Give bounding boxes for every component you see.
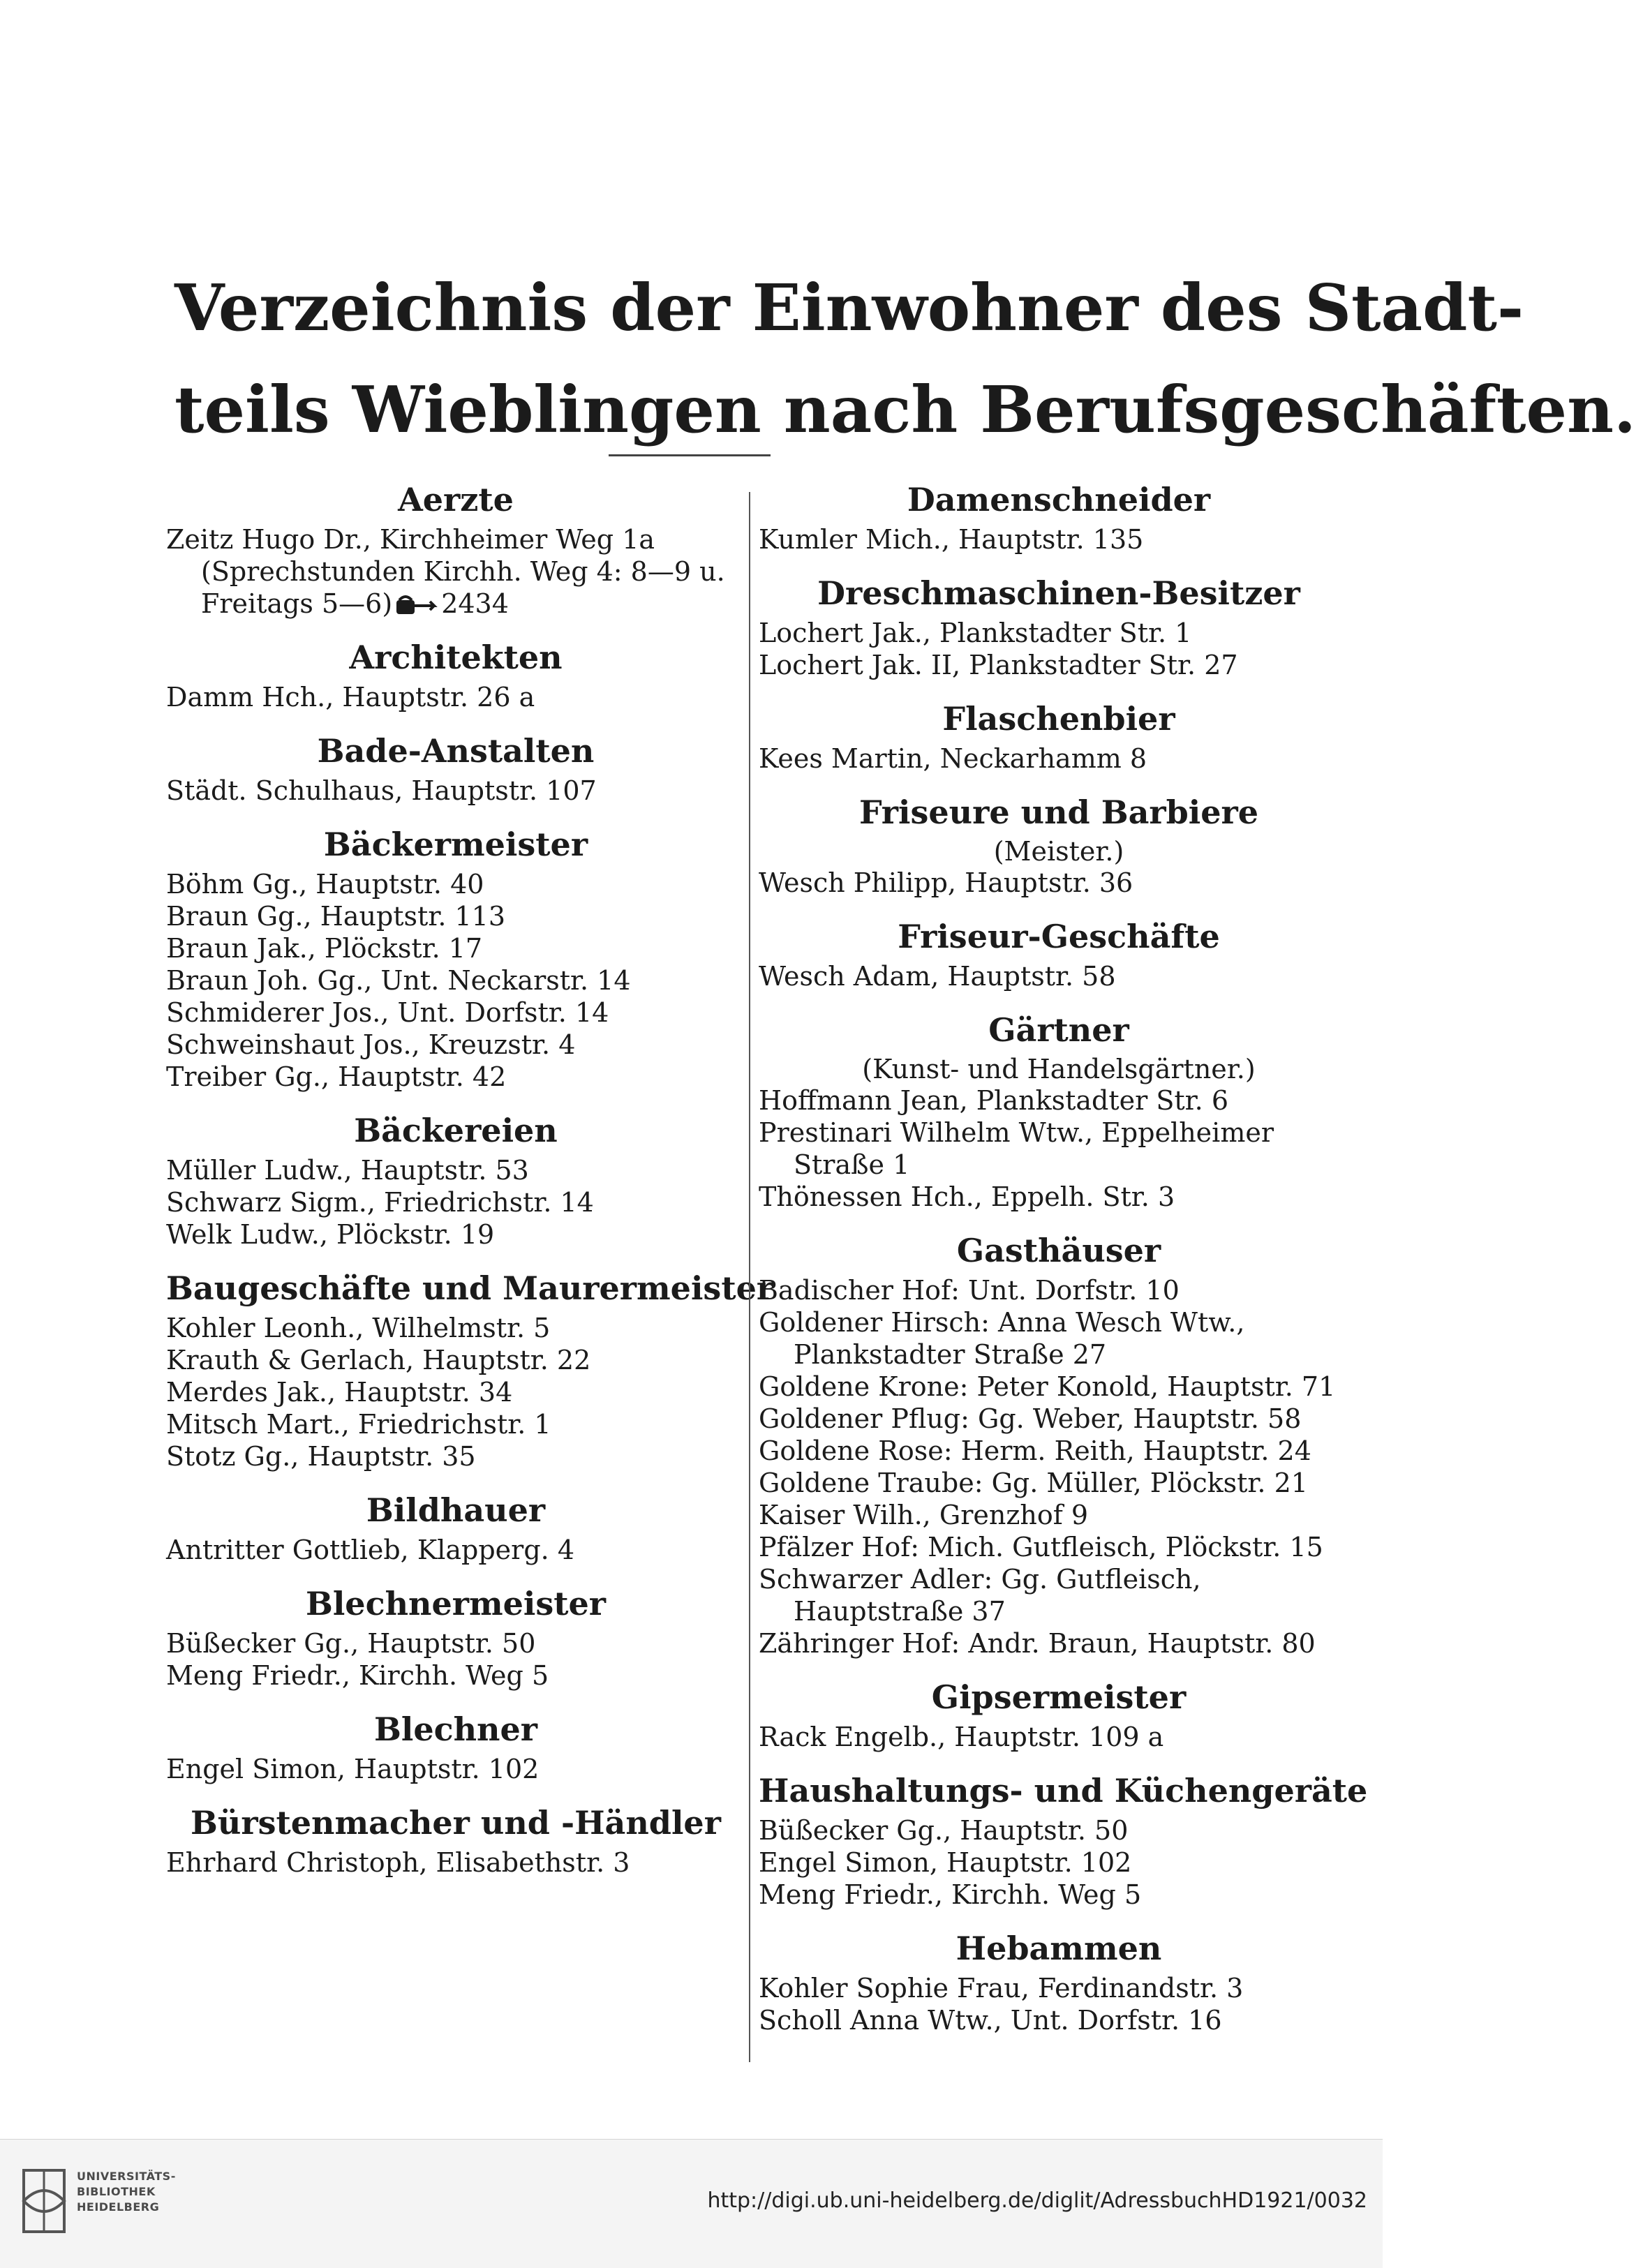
entry-text: Engel Simon, Hauptstr. 102 bbox=[166, 1754, 540, 1784]
entry-text: Braun Gg., Hauptstr. 113 bbox=[166, 901, 506, 932]
directory-entry bbox=[759, 1117, 1359, 1181]
entry-text: Meng Friedr., Kirchh. Weg 5 bbox=[759, 1879, 1142, 1910]
entry-text: Büßecker Gg., Hauptstr. 50 bbox=[166, 1628, 536, 1659]
section-heading: Bäckereien bbox=[354, 1112, 558, 1149]
entry-list bbox=[166, 1534, 745, 1566]
directory-entry bbox=[759, 523, 1359, 555]
entry-text: Antritter Gottlieb, Klapperg. 4 bbox=[166, 1535, 574, 1565]
section-flaschenbier bbox=[759, 701, 1359, 775]
directory-entry bbox=[166, 1218, 745, 1251]
entry-list bbox=[759, 1814, 1359, 1911]
section-heading: Damenschneider bbox=[907, 481, 1211, 518]
directory-entry bbox=[166, 1627, 745, 1659]
entry-text: Kohler Sophie Frau, Ferdinandstr. 3 bbox=[759, 1973, 1244, 2004]
section-gasthaeuser bbox=[759, 1232, 1359, 1659]
column-divider bbox=[749, 492, 750, 2062]
section-architekten bbox=[166, 639, 745, 713]
title-line-1: Verzeichnis der Einwohner des Stadt- bbox=[174, 270, 1524, 345]
directory-entry bbox=[166, 1440, 745, 1472]
section-baeckermeister bbox=[166, 826, 745, 1093]
section-bildhauer bbox=[166, 1492, 745, 1566]
directory-entry bbox=[759, 1181, 1359, 1213]
section-heading: Baugeschäfte und Maurermeister bbox=[166, 1269, 774, 1307]
directory-entry bbox=[759, 2004, 1359, 2036]
entry-text: Scholl Anna Wtw., Unt. Dorfstr. 16 bbox=[759, 2005, 1222, 2036]
directory-entry bbox=[166, 1847, 745, 1879]
entry-text: Welk Ludw., Plöckstr. 19 bbox=[166, 1219, 495, 1250]
entry-text: Zähringer Hof: Andr. Braun, Hauptstr. 80 bbox=[759, 1628, 1316, 1659]
section-gaertner bbox=[759, 1012, 1359, 1213]
directory-entry bbox=[759, 1467, 1359, 1499]
section-heading: Dreschmaschinen-Besitzer bbox=[817, 574, 1300, 612]
entry-text: Damm Hch., Hauptstr. 26 a bbox=[166, 682, 535, 713]
entry-list bbox=[166, 868, 745, 1093]
directory-entry bbox=[759, 1499, 1359, 1531]
entry-text: Goldene Traube: Gg. Müller, Plöckstr. 21 bbox=[759, 1468, 1308, 1498]
entry-text: Schwarzer Adler: Gg. Gutfleisch, Hauptstraße 37 bbox=[759, 1564, 1201, 1627]
section-heading: Gärtner bbox=[988, 1011, 1129, 1049]
entry-text: Büßecker Gg., Hauptstr. 50 bbox=[759, 1815, 1129, 1846]
entry-text: Müller Ludw., Hauptstr. 53 bbox=[166, 1155, 529, 1186]
entry-list bbox=[759, 960, 1359, 992]
entry-list bbox=[759, 1274, 1359, 1659]
entry-list bbox=[166, 775, 745, 807]
library-name-line: HEIDELBERG bbox=[77, 2200, 160, 2214]
entry-text: Braun Joh. Gg., Unt. Neckarstr. 14 bbox=[166, 965, 631, 996]
directory-entry bbox=[759, 1084, 1359, 1117]
section-heading: Friseur-Geschäfte bbox=[898, 918, 1220, 955]
directory-entry bbox=[759, 1627, 1359, 1659]
entry-list bbox=[166, 523, 745, 620]
entry-list bbox=[759, 867, 1359, 899]
title-divider bbox=[609, 454, 771, 456]
right-column bbox=[759, 481, 1368, 2036]
section-heading: Aerzte bbox=[398, 481, 514, 518]
entry-text: Hoffmann Jean, Plankstadter Str. 6 bbox=[759, 1085, 1228, 1116]
section-subheading: (Kunst- und Handelsgärtner.) bbox=[862, 1054, 1256, 1084]
entry-list bbox=[759, 743, 1359, 775]
entry-text: Kaiser Wilh., Grenzhof 9 bbox=[759, 1500, 1089, 1530]
directory-entry bbox=[166, 1344, 745, 1376]
entry-text: Stotz Gg., Hauptstr. 35 bbox=[166, 1441, 476, 1472]
title-line-2: teils Wieblingen nach Berufsgeschäften. bbox=[174, 372, 1636, 447]
footer-bar bbox=[0, 2139, 1383, 2268]
section-heading: Architekten bbox=[349, 639, 563, 676]
directory-entry bbox=[759, 1721, 1359, 1753]
entry-text: Ehrhard Christoph, Elisabethstr. 3 bbox=[166, 1847, 630, 1878]
section-gipsermeister bbox=[759, 1679, 1359, 1753]
library-logo[interactable] bbox=[17, 2163, 177, 2240]
library-name-line: BIBLIOTHEK bbox=[77, 2185, 156, 2198]
entry-text: Schweinshaut Jos., Kreuzstr. 4 bbox=[166, 1029, 576, 1060]
entry-list bbox=[759, 617, 1359, 681]
directory-entry bbox=[759, 1814, 1359, 1847]
directory-entry bbox=[759, 1563, 1359, 1627]
entry-list bbox=[166, 1154, 745, 1251]
entry-text: Pfälzer Hof: Mich. Gutfleisch, Plöckstr. 15 bbox=[759, 1532, 1323, 1562]
section-heading: Bäckermeister bbox=[323, 826, 588, 863]
entry-text: Rack Engelb., Hauptstr. 109 a bbox=[759, 1722, 1164, 1752]
directory-entry bbox=[166, 775, 745, 807]
section-heading: Gipsermeister bbox=[931, 1678, 1187, 1716]
directory-entry bbox=[759, 1274, 1359, 1306]
directory-entry bbox=[759, 867, 1359, 899]
section-friseur-geschaefte bbox=[759, 918, 1359, 992]
entry-text: Prestinari Wilhelm Wtw., Eppelheimer Straße 1 bbox=[759, 1117, 1274, 1180]
section-damenschneider bbox=[759, 482, 1359, 555]
phone-number: 2434 bbox=[441, 588, 509, 619]
section-baugeschaefte-und-maurermeister bbox=[166, 1269, 774, 1472]
directory-entry bbox=[166, 1154, 745, 1186]
section-heading: Blechner bbox=[373, 1710, 538, 1748]
section-bade-anstalten bbox=[166, 733, 745, 807]
section-friseure-und-barbiere bbox=[759, 794, 1359, 899]
entry-text: Krauth & Gerlach, Hauptstr. 22 bbox=[166, 1345, 591, 1375]
section-aerzte bbox=[166, 482, 745, 620]
entry-text: Mitsch Mart., Friedrichstr. 1 bbox=[166, 1409, 551, 1440]
section-heading: Friseure und Barbiere bbox=[858, 793, 1259, 831]
section-heading: Blechnermeister bbox=[305, 1585, 607, 1622]
entry-list bbox=[166, 1312, 745, 1472]
entry-text: Schmiderer Jos., Unt. Dorfstr. 14 bbox=[166, 997, 609, 1028]
entry-list bbox=[166, 1627, 745, 1692]
entry-text: Kumler Mich., Hauptstr. 135 bbox=[759, 524, 1144, 555]
entry-text: Wesch Philipp, Hauptstr. 36 bbox=[759, 867, 1133, 898]
section-subheading: (Meister.) bbox=[993, 836, 1124, 867]
directory-entry bbox=[759, 1847, 1359, 1879]
directory-entry bbox=[166, 681, 745, 713]
directory-entry bbox=[166, 1061, 745, 1093]
directory-entry bbox=[759, 1306, 1359, 1371]
left-column bbox=[166, 481, 774, 1879]
entry-list bbox=[759, 523, 1359, 555]
entry-text: Kees Martin, Neckarhamm 8 bbox=[759, 743, 1147, 774]
directory-entry bbox=[759, 617, 1359, 649]
entry-text: Thönessen Hch., Eppelh. Str. 3 bbox=[759, 1181, 1175, 1212]
directory-entry bbox=[759, 1435, 1359, 1467]
directory-entry bbox=[759, 1403, 1359, 1435]
page-title bbox=[174, 257, 1636, 461]
directory-entry bbox=[166, 964, 745, 997]
entry-list bbox=[759, 1972, 1359, 2036]
directory-entry bbox=[166, 868, 745, 900]
entry-list bbox=[166, 1847, 745, 1879]
entry-text: Böhm Gg., Hauptstr. 40 bbox=[166, 869, 484, 900]
library-name bbox=[77, 2169, 181, 2215]
library-seal-icon bbox=[17, 2166, 71, 2236]
entry-text: Zeitz Hugo Dr., Kirchheimer Weg 1a (Sprechstunden Kirchh. Weg 4: 8—9 u. Freitags 5—6) bbox=[166, 524, 725, 619]
source-url-link[interactable]: http://digi.ub.uni-heidelberg.de/diglit/AdressbuchHD1921/0032 bbox=[707, 2188, 1367, 2213]
entry-text: Goldene Rose: Herm. Reith, Hauptstr. 24 bbox=[759, 1435, 1311, 1466]
directory-entry bbox=[759, 1371, 1359, 1403]
section-heading: Bildhauer bbox=[366, 1491, 546, 1529]
entry-list bbox=[166, 1753, 745, 1785]
section-hebammen bbox=[759, 1930, 1359, 2036]
entry-list bbox=[166, 681, 745, 713]
section-heading: Hebammen bbox=[955, 1930, 1162, 1967]
telephone-icon bbox=[395, 593, 438, 617]
directory-entry bbox=[166, 1753, 745, 1785]
section-haushaltungs-und-kuechengeraete bbox=[759, 1772, 1368, 1911]
entry-text: Kohler Leonh., Wilhelmstr. 5 bbox=[166, 1313, 551, 1343]
entry-text: Goldener Hirsch: Anna Wesch Wtw., Plankstadter Straße 27 bbox=[759, 1307, 1245, 1370]
entry-text: Goldener Pflug: Gg. Weber, Hauptstr. 58 bbox=[759, 1403, 1302, 1434]
entry-text: Goldene Krone: Peter Konold, Hauptstr. 71 bbox=[759, 1371, 1336, 1402]
directory-entry bbox=[166, 523, 745, 620]
entry-text: Badischer Hof: Unt. Dorfstr. 10 bbox=[759, 1275, 1180, 1306]
entry-list bbox=[759, 1084, 1359, 1213]
directory-entry bbox=[759, 960, 1359, 992]
section-heading: Bürstenmacher und -Händler bbox=[191, 1804, 721, 1842]
section-blechnermeister bbox=[166, 1586, 745, 1692]
section-buerstenmacher-und-haendler bbox=[166, 1805, 745, 1879]
section-dreschmaschinen-besitzer bbox=[759, 575, 1359, 681]
directory-entry bbox=[166, 1186, 745, 1218]
directory-entry bbox=[759, 1879, 1359, 1911]
directory-entry bbox=[166, 1408, 745, 1440]
entry-text: Braun Jak., Plöckstr. 17 bbox=[166, 933, 483, 964]
directory-entry bbox=[759, 1531, 1359, 1563]
library-name-line: UNIVERSITÄTS- bbox=[77, 2170, 176, 2183]
directory-entry bbox=[166, 1659, 745, 1692]
directory-entry bbox=[166, 1376, 745, 1408]
entry-text: Treiber Gg., Hauptstr. 42 bbox=[166, 1061, 507, 1092]
directory-entry bbox=[166, 1312, 745, 1344]
section-heading: Haushaltungs- und Küchengeräte bbox=[759, 1772, 1368, 1810]
entry-text: Lochert Jak. II, Plankstadter Str. 27 bbox=[759, 650, 1238, 680]
section-heading: Flaschenbier bbox=[942, 700, 1175, 738]
section-baeckereien bbox=[166, 1112, 745, 1251]
section-heading: Gasthäuser bbox=[956, 1232, 1161, 1269]
entry-text: Engel Simon, Hauptstr. 102 bbox=[759, 1847, 1132, 1878]
directory-entry bbox=[166, 932, 745, 964]
directory-entry bbox=[166, 1029, 745, 1061]
entry-list bbox=[759, 1721, 1359, 1753]
entry-text: Wesch Adam, Hauptstr. 58 bbox=[759, 961, 1116, 992]
directory-entry bbox=[759, 743, 1359, 775]
directory-entry bbox=[759, 649, 1359, 681]
entry-text: Lochert Jak., Plankstadter Str. 1 bbox=[759, 618, 1192, 648]
entry-text: Meng Friedr., Kirchh. Weg 5 bbox=[166, 1660, 549, 1691]
entry-text: Merdes Jak., Hauptstr. 34 bbox=[166, 1377, 513, 1408]
section-blechner bbox=[166, 1711, 745, 1785]
directory-entry bbox=[166, 997, 745, 1029]
directory-entry bbox=[166, 900, 745, 932]
section-heading: Bade-Anstalten bbox=[317, 732, 595, 770]
directory-entry bbox=[759, 1972, 1359, 2004]
entry-text: Schwarz Sigm., Friedrichstr. 14 bbox=[166, 1187, 594, 1218]
entry-text: Städt. Schulhaus, Hauptstr. 107 bbox=[166, 775, 597, 806]
directory-entry bbox=[166, 1534, 745, 1566]
